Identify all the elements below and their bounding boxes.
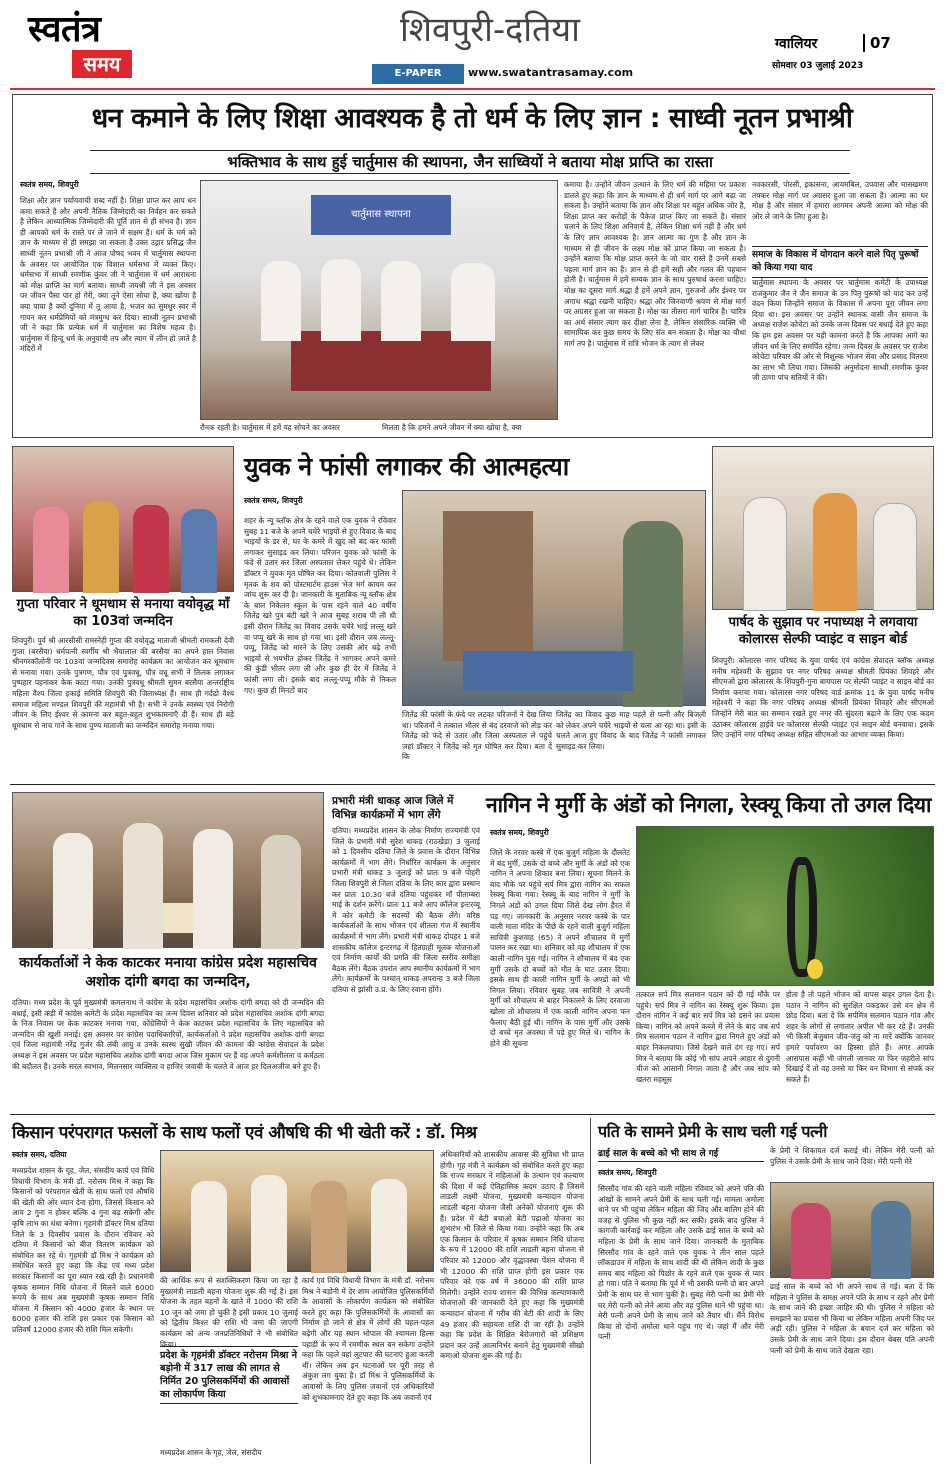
suicide-photo-stretcher	[463, 651, 633, 691]
farmers-photo-person-3	[311, 1181, 347, 1273]
farmers-col4: अधिकारियों को शासकीय आवास की सुविधा भी प्राप्त होगी। गृह मंत्री ने कार्यक्रम को संबोधित करते हुए कहा कि राज्य सरकार ने महिलाओं के उत्थान एवं कल्याण की दिशा में कई ऐतिहासिक कदम उठाए हैं जिसमें लाडली लक्ष्मी योजना, मुख्यमंत्री कन्यादान योजना लाडली बहना योजना जैसी अनेकों योजनाएं शुरू की हैं। प्रदेश में बेटी बचाओ बेटी पढ़ाओ योजना का शुभारंभ भी जिले से किया गया। उन्होंने कहा कि अब एक किसान के परिवार में कृषक सम्मान निधि योजना के रूप में 12000 की राशि लाडली बहना योजना से परिवार को 12000 और वृद्धावस्था पेंशन योजना में भी 12000 की राशि प्राप्त होगी इस प्रकार एक परिवार को एक वर्ष में 36000 की राशि प्राप्त मिलेगी। उन्होंने राज्य शासन की विभिन्न कल्याणकारी योजनाओं की जानकारी देते हुए कहा कि मुख्यमंत्री कन्यादान योजना में गरीब की बेटी की शादी के लिए 49 हजार की सहायता राशि दी जा रही है। उन्होंने कहा कि प्रदेश के शिक्षित बेरोजगारों को प्रशिक्षण प्रदान कर उन्हें आत्मनिर्भर बनाने हेतु मुख्यमंत्री सीखो कमाओ योजना शुरू की गई है।	[440, 1150, 584, 1361]
gupta-photo-person-1	[33, 507, 69, 593]
lead-photo-banner	[311, 195, 451, 235]
logo	[28, 10, 138, 82]
elope-photo	[770, 1182, 934, 1278]
farmers-col2-tail: मध्यप्रदेश शासन के गृह, जेल, संसदीय	[160, 1448, 262, 1457]
farmers-highlight: प्रदेश के गृहमंत्री डॉक्टर नरोत्तम मिश्रा ने बड़ोनी में 317 लाख की लागत से निर्मित 20 पुलिसकर्मियों की आवासों का लोकार्पण किया	[160, 1346, 298, 1404]
minister-headline: प्रभारी मंत्री धाकड़ आज जिले में विभिन्न कार्यक्रमों में भाग लेंगे	[332, 795, 454, 821]
farmers-photo-person-1	[191, 1181, 227, 1273]
congress-photo-person-4	[261, 835, 301, 949]
epaper-label: E-PAPER	[394, 68, 442, 79]
elope-col1: सिरसौद गांव की रहने वाली महिला रविवार को अपने पति की आंखों के सामने अपने प्रेमी के साथ चली गई। मामला अमोला थाने पर भी पहुंचा लेकिन महिला की जिद और बालिग होने की वजह से पुलिस भी कुछ नहीं कर सकी। इसके बाद पुलिस ने कागजी कार्रवाई कर महिला और उसके ढाई साल के बच्चे को महिला के प्रेमी के साथ जाने दिया। जानकारी के मुताबिक सिरसौद गांव के रहने वाले एक युवक ने तीन साल पहले लॉकडाउन में महिला के साथ शादी की थी लेकिन शादी के कुछ समय बाद महिला को पिछोर के रहने वाले एक युवक से प्यार हो गया। पति ने बताया कि पूर्व में भी उसकी पत्नी दो बार अपने प्रेमी के साथ घर से भाग चुकी है। सुबह मेरी पत्नी का प्रेमी मेरे घर मेरी पत्नी को लेने आया और वह पुलिस थाने भी पहुंचा था। मेरी पत्नी अपने प्रेमी के साथ जाने को तैयार थी। मैंने विरोध किया तो दोनों अमोला थाने पहुंच गए थे। जहां मैं और मेरी पत्नी	[598, 1184, 765, 1342]
lead-photo	[200, 180, 558, 420]
farmers-col1: मध्यप्रदेश शासन के गृह, जेल, संसदीय कार्य एवं विधि विधायी विभाग के मंत्री डॉ. नरोत्तम मिश्र ने कहा कि किसानों को परंपरागत खेती के साथ फलों एवं औषधि की खेती की ओर ध्यान देना होगा, जिससे किसान को आय 2 गुना न होकर बल्कि 4 गुना बढ़ सकेगी और कृषि लाभ का धंधा बनेगा। गृहमंत्री डॉक्टर मिश्र दतिया जिले के 3 दिवसीय प्रवास के दौरान रविवार को दतिया में किसानों को बीज वितरण कार्यक्रम को संबोधित कर रहे थे। गृहमंत्री डॉ मिश्र ने कार्यक्रम को संबोधित करते हुए कहा कि केंद्र एवं मध्य प्रदेश सरकार किसानों का पूरा ध्यान रख रही है। प्रधानमंत्री कृषक सम्मान निधि योजना में मिलने वाले 6000 रूपये के साथ अब मुख्यमंत्री कृषक सम्मान निधि योजना में किसान को 4000 हजार के स्थान पर 6000 हजार की राशि इस प्रकार एक किसान को प्रतिवर्ष 12000 हजार की राशि मिल सकेगी।	[12, 1166, 154, 1334]
lead-byline: स्वतंत्र समय, शिवपुरी	[20, 180, 79, 189]
lead-subhead: भक्तिभाव के साथ हुई चार्तुमास की स्थापना, जैन साध्वियों ने बताया मोक्ष प्राप्ति का रास्ता	[90, 150, 850, 174]
lead-photo-banner-text: चार्तुमास स्थापना	[351, 209, 411, 220]
snake-photo-egg	[807, 959, 823, 979]
lead-photo-figure-3	[381, 261, 421, 341]
gupta-photo-person-2	[83, 501, 119, 593]
farmers-col2: की आर्थिक रूप से सशक्तिकरण किया जा रहा है मुख्यमंत्री लाडली बहना योजना शुरू की गई है। इस योजना के तहत बहनों के खाते में 1000 की राशि 10 जून को जमा हो चुकी है इसी प्रकार 10 जुलाई को द्वितीय किश्त की राशि भी जमा की जाएगी कार्यक्रम को अन्य जनप्रतिनिधियों ने भी संबोधित किया।	[160, 1276, 298, 1349]
logo-line2-box	[72, 50, 132, 78]
farmers-photo	[160, 1150, 434, 1272]
snake-col1: जिले के नरवर कस्बे में एक बुजुर्ग महिला के दौलतेट में बंद मुर्गी, उसके दो बच्चे और मुर्गी के अंडों को एक नागिन ने अपना शिकार बना लिया। सूचना मिलने के बाद मौके पर पहुंचे सर्प मित्र द्वारा नागिन का सफल रेस्क्यू किया गया। रेस्क्यू के बाद नागिन ने मुर्गी के निगले अंडों को उगल दिया जिसे देख लोग हैरत में पड़ गए। जानकारी के अनुसार नरवर कस्बे के पार वाली माता मंदिर के पीछे के रहने वाली बुजुर्ग महिला सावित्री कुशवाह (65) ने अपने शौचालय में मुर्गी पालन कर रखा था। शनिवार को वह शौचालय में एक काली नागिन घुस गई। नागिन ने शौचालय में बंद एक मुर्गी उसके दो बच्चों को मौत के घाट उतार दिया। इसके साथ ही काली नागिन मुर्गी के अण्डों को भी निगल लिया। रविवार सुबह जब सावित्री ने अपनी मुर्गी को शौचालय से बाहर निकालने के लिए दरवाजा खोला तो शौचालय में एक काली नागिन अपना फन फैलाए बैठी हुई थी। नागिन के पास मुर्गी और उसके दो बच्चे मृत अवस्था में पड़े हुए मिले थे। नागिन के होने की सूचना	[490, 848, 630, 1048]
colaras-text: शिवपुरी। कोलारस नगर परिषद के युवा पार्षद एवं कांग्रेस सेवादल ब्लॉक अध्यक्ष मनीष महेश्वरी के सुझाव पर नगर परिषद अध्यक्ष श्रीमती प्रियंका शिवहरे और सीएमओ द्वारा कोलारस के शिवपुरी-गुना बायपास पर सेल्फी प्वाइंट व साइन बोर्ड का निर्माण कराया गया। कोलारस नगर परिषद वार्ड क्रमांक 11 के युवा पार्षद मनीष महेश्वरी ने कहा कि नगर परिषद अध्यक्ष श्रीमती प्रियंका शिवहरे और सीएमओ जिन्होंने मेरी बात का सम्मान रखते हुए नगर की सुंदरता बढ़ाने के लिए एक कदम उठाकर कोलारस हाईवे पर कोलारस सेल्फी प्वाइंट एवं साइन बोर्ड बनवाया। इसके लिए उन्होंने नगर परिषद अध्यक्ष सहित सीएमओ का आभार व्यक्त किया।	[712, 656, 934, 740]
elope-top-text: के प्रेमी ने शिकायत दर्ज कराई थी। लेकिन मेरी पत्नी को पुलिस ने उसके प्रेमी के साथ जाने दिया। मेरी पत्नी मेरे	[770, 1146, 934, 1166]
lead-col5-top: नवकारसी, पोरसी, इकासना, आयमबिल, उपवास और मासखमण तपकर मोक्ष मार्ग पर अग्रसर हुआ जा सकता है। आत्मा का घर मोक्ष है और संसार में हमारा आगमन अपनी आत्मा को मोक्ष की ओर ले जाने के लिए हुआ है।	[752, 180, 928, 221]
congress-text: दतिया। मध्य प्रदेश के पूर्व मुख्यमंत्री कमलनाथ ने कांग्रेस के प्रदेश महासचिव अशोक दांगी बगदा को दी जन्मदिन की बधाई, इसी कड़ी में कांग्रेस कमेटी के प्रदेश महासचिव का जन्म दिवस शनिवार को प्रदेश महासचिव अशोक दांगी बगदा के निज निवास पर केक काटकर मनाया गया, कोंग्रेसियों ने केक काटकर प्रदेश महासचिव के लिए महासचिव को जन्मदिन की खुशी मनाई। इस अवसर पर कांग्रेस पदाधिकारियों, कार्यकर्ताओं ने प्रदेश महासचिव अशोक दांगी बगदा एवं जिला महामंत्री नरेंद्र गुर्जर की लंबी आयु व उनके स्वस्थ सुखी जीवन की कामना की कांग्रेस सेवादल के प्रदेश अध्यक्ष ने इस अवसर पर प्रदेश महासचिव अशोक दांगी बगदा आज जिस मुकाम पर हैं वह अपने कर्मशीलता व कर्मठता की बदौलत हैं। उनके सरल स्वभाव, मिलनसार व्यक्तित्व व हाजिर जवाबी के चलते वे आज हर दिलअजीज बने हुए हैं।	[12, 998, 324, 1071]
divider-row2	[10, 784, 935, 785]
page-number: 07	[863, 34, 891, 52]
farmers-photo-person-2	[251, 1175, 287, 1273]
lead-col2-tail: रौनक रहती है। चार्तुमास में हमें यह सोचने का अवसर	[200, 423, 340, 432]
elope-byline: स्वतंत्र समय, शिवपुरी	[598, 1168, 657, 1177]
snake-byline: स्वतंत्र समय, शिवपुरी	[490, 828, 549, 837]
city-label: ग्वालियर	[775, 36, 818, 52]
masthead	[0, 0, 945, 88]
lead-box-head: समाज के विकास में योगदान करने वाले पितृ पुरूषों को किया गया याद	[752, 246, 928, 278]
elope-subhead: ढाई साल के बच्चे को भी साथ ले गई	[598, 1148, 764, 1162]
gupta-photo-person-3	[133, 505, 169, 593]
colaras-photo-person-3	[873, 503, 917, 611]
gupta-photo	[12, 446, 234, 592]
lead-col3-tail: मिलता है कि हमने अपने जीवन में क्या खोया है, क्या	[382, 423, 522, 432]
gupta-caption: गुप्ता परिवार ने धूमधाम से मनाया वयोवृद्ध माँ का 103वां जन्मदिन	[16, 597, 230, 629]
snake-col2: तत्काल सर्प मित्र सलमान पठान को दी गई मौके पर पहुंचे। सर्प मित्र ने नागिन का रेस्क्यू शुरू किया। इस दौरान नागिन ने कई बार सर्प मित्र को डसने का प्रयास किया। नागिन को अपने कब्जे में लेने के बाद जब सर्प मित्र सलमान पठान ने नागिन द्वारा निगले हुए अंडों को बाहर निकलवाया। जिसे देखने वाले दंग रह गए। सर्प मित्र ने बताया कि कोई भी सांप अपने आहार से दुगनी चीज को आसानी निगल जाता है और जब सांप को खतरा महसूस	[636, 990, 780, 1084]
congress-photo-person-3	[193, 829, 233, 949]
elope-photo-person-1	[791, 1203, 831, 1279]
suicide-headline: युवक ने फांसी लगाकर की आत्महत्या	[244, 452, 569, 481]
farmers-col3: कार्य एवं विधि विधायी विभाग के मंत्री डॉ. नरोत्तम मिश्र ने बड़ोनी में देर शाम आयोजित पुलिसकर्मियों के आवासों के लोकार्पण कार्यक्रम को संबोधित करते हुए कहा कि पुलिसकर्मियों के आवासों का निर्माण हो जाने से क्षेत्र में लोगों की चहल-पहल बढ़ेगी और यह स्थान भोपाल की श्यामला हिल्स पहाड़ी के रूप में रमणीक स्थल बन सकेगा उन्होंने कहा कि पहले यहां लूटपाट की घटनाएं हुआ करती थी। लेकिन अब इन घटनाओं पर पूरी तरह से अंकुश लग चुका है। डॉ मिश्र ने पुलिसकर्मियों के आवासों के लिए पुलिस जवानों एवं अधिकारियों को शुभकामनाएं देते हुए कहा कि अब जवानों एवं	[302, 1276, 434, 1402]
section-title: शिवपुरी-दतिया	[400, 10, 580, 50]
suicide-col1: शहर के न्यू ब्लॉक क्षेत्र के रहने वाले एक युवक ने रविवार सुबह 11 बजे के अपने चचेरे भाइयों से हुए विवाद के बाद भाइयों के डर से, घर के कमरे में खुद को बंद कर फांसी लगाकर सुसाइड कर लिया। परिजन युवक को फांसी के फंदे से उतार कर जिला अस्पताल लेकर पहुंचे थे। लेकिन डॉक्टर ने युवक मृत घोषित कर दिया। कोतवाली पुलिस ने मृतक के शव को पोस्टमार्टम हाउस भेज मर्ग कायम कर जांच शुरू कर दी है। जानकारी के मुताबिक न्यू ब्लॉक क्षेत्र के बाल निकेतन स्कूल के पास रहने वाले 40 वर्षीय जितेंद्र खरे पुत्र बंटी खरे ने आज सुबह शराब पी ली थी इसी दौरान जितेंद्र का विवाद उसके चचेरे भाई लल्लू खरे वा पप्पू खरे के साथ हो गया था। इसी दौरान जब लल्लू-पप्पू, जितेंद्र को मारने के लिए उसकी ओर बढ़े तभी भाइयों से भयभीत होकर जितेंद्र ने भागकर अपने कमरे की कुंडी भीतर लगा ली और कुछ ही देर में जितेंद्र ने फांसी लगा ली। इसके बाद लल्लू-पप्पू मौके से निकल गए। कुछ ही मिनटों बाद	[244, 516, 396, 695]
gupta-text: शिवपुरी। पुर्व श्री आरसीसी रामस्नेही गुप्ता की वयोवृद्ध माताजी श्रीमती रामकली देवी गुप्ता (बरसैया) धर्मपत्नी स्वर्गीय श्री भैयालाल की बरसैया का अपने हाल निवास श्रीनगरकॉलोनी पर 103वां जन्मदिवस समारोह कार्यक्रम का आयोजन कर धूमधाम से मनाया गया। उनके पुत्रगण, पौत्र एवं पुत्रवधू, पौत्र वधू सभी ने तिलक लगाकर पुष्पहार पहनाकर केक काटा गया। उनकी पुत्रवधू श्रीमती सुमन बरसैया अन्तर्राष्ट्रीय महिला वैश्य जिला इकाई समिति शिवपुरी की जिलाध्यक्ष हैं। साथ ही गर्दढो वैश्य समाज महिला मण्डल शिवपुरी की महामंत्री भी है। सभी ने उनके स्वस्थ्य एवं निरोगी जीवन के लिए ईश्वर से कामना कर बहुत-बहुत शुभकामनाएँ दी हैं। साथ ही बड़े धूमधाम से नाच गाने के साथ पुण्य माताजी का जन्मदिन समारोह मनाया गया।	[12, 636, 234, 730]
colaras-photo-person-1	[743, 497, 787, 611]
suicide-photo-door	[443, 511, 533, 661]
divider-row3	[10, 1114, 935, 1115]
suicide-col2: जितेंद्र की फांसी के फंदे पर लटका परिजनों ने देख लिया था। परिजनों ने तत्काल भीतर से बंद दरवाजे को तोड़ कर जितेंद्र को फंदे से उतार और जिला अस्पताल ले पहुंचे जहां डॉक्टर ने जितेंद्र को मृत घोषित कर दिया। बता दें कि	[402, 710, 552, 762]
lead-photo-figure-1	[261, 261, 301, 341]
colaras-photo	[712, 446, 934, 610]
epaper-badge	[372, 64, 464, 84]
minister-text: दतिया। मध्यप्रदेश शासन के लोक निर्माण राज्यमंत्री एवं जिले के प्रभारी मंत्री सुरेश धाकड़ (राठखेड़ा) 3 जुलाई को 1 दिवसीय दतिया जिले के प्रवास के दौरान विभिन्न कार्यक्रमों में भाग लेंगे। निर्धारित कार्यक्रम के अनुसार प्रभारी मंत्री धाकड़ 3 जुलाई को प्रातः 9 बजे पोहरी जिला शिवपुरी से जिला दतिया के लिए कार द्वारा प्रस्थान कर प्रातः 10.30 बजे दतिया पहुंचकर माँ पीताम्बरा माई के दर्शन करेंगे। प्रातः 11 बजे आप कॉलेज इन्टरव्यू में कोर कमेटी के सदस्यों की बैठक लेंगे। वरिष्ठ कार्यकर्ताओं के साथ भोजन एवं शीतला गंज में स्थानीय कार्यक्रमों में भाग लेंगे। प्रभारी मंत्री धाकड़ दोपहर 1 बजे शासकीय कॉलेज इन्टरगढ़ में हितग्राही मूलक योजनाओं एवं निर्माण कार्यों की प्रगति की जिला स्तरीय समीक्षा बैठक लेंगे। बैठक उपरांत आप स्थानीय कार्यक्रमों में भाग लेंगे। कार्यक्रमों के पश्चात् धाकड़ अपरान्ह 3 बजे जिला दतिया से झांसी उ.प्र. के लिए रवाना होंगे।	[332, 826, 480, 994]
congress-caption: कार्यकर्ताओं ने केक काटकर मनाया कांग्रेस प्रदेश महासचिव अशोक दांगी बगदा का जन्मदिन,	[19, 955, 317, 990]
elope-col2: ढाई साल के बच्चे को भी अपने साथ ले गई। बता दें कि महिला ने पुलिस के समक्ष अपने पति के साथ न रहने और प्रेमी के साथ जाने की इच्छा जाहिर की थी। पुलिस ने महिला को समझाने का प्रयास भी किया था लेकिन महिला अपनी जिद पर अड़ी रही। पुलिस ने महिला के बयान दर्ज कर महिला को उसके प्रेमी के साथ जाने दिया। इस दौरान बेबस पति अपनी पत्नी को प्रेमी के साथ जाते देखता रहा।	[770, 1282, 934, 1355]
lead-col4: कमाया है। उन्होंने जीवन उत्थान के लिए धर्म की महिमा पर प्रकाश डालते हुए कहा कि ज्ञान के माध्यम से ही धर्म मार्ग पर आगे बढ़ा जा सकता है। उन्होंने बताया कि ज्ञान और शिक्षा पर बहुत अधिक जोर है, शिक्षा प्राप्त कर करोड़ों के पैकेज प्राप्त किए जा सकते है। संसार चलाने के लिए शिक्षा अनिवार्य है, लेकिन शिक्षा धर्म नहीं है और धर्म के लिए ज्ञान आवश्यक है। ज्ञान आत्मा का गुण है और ज्ञान के माध्यम से ही जीवन के लक्ष्य मोक्ष को प्राप्त किया जा सकता है। उन्होंने बताया कि मोक्ष प्राप्त करने के जो चार रास्ते है उनमें सबसे पहला मार्ग ज्ञान का है। ज्ञान से ही हमें सही और गलत की पहचान होती है। चार्तुमास में हमें सम्यक ज्ञान के साथ पुरुषार्थ करना चाहिए। मोक्ष का दूसरा मार्ग श्रद्धा है हमें अपने ज्ञान, गुरुजनों और ईश्वर पर अगाध श्रद्धा रखनी चाहिए। श्रद्धा और जिनवाणी श्रवण से मोक्ष मार्ग पर अग्रसर हुआ जा सकता है। मोक्ष का तीसरा मार्ग चारित्र है। चारित्र का अर्थ संसार त्याग कर दीक्षा लेना है, लेकिन संसारिक व्यक्ति भी सामायिक कर कुछ समय के लिए संत बन सकता है। मोक्ष का चौथा मार्ग तप है। चार्तुमास में रात्रि भोजन के त्याग से लेकर	[564, 180, 746, 348]
snake-col3: होता है तो पहले भोजन को वापस बाहर उगल देता है। पठान ने नागिन को सुरक्षित पकड़कर उसे वन क्षेत्र में छोड़ दिया। बता दें कि सर्पमित्र सलमान पठान गांव और शहर के लोगों से लगातार अपील भी कर रहे हैं। उनकी भी किसी बेजुबान जीव-जंतु को ना मारें क्योंकि जानवर हमारे पर्यावरण का हिस्सा होते हैं। अगर आपके आसपास कहीं भी जंगली जानवर या फिर जहरीले सांप दिखाई दें तो वह उनसे या फिर वन विभाग से संपर्क कर सकते हैं।	[786, 990, 934, 1084]
farmers-headline: किसान परंपरागत फसलों के साथ फलों एवं औषधि की भी खेती करें : डॉ. मिश्र	[12, 1123, 477, 1143]
elope-headline: पति के सामने प्रेमी के साथ चली गई पत्नी	[598, 1122, 827, 1141]
website[interactable]: www.swatantrasamay.com	[468, 66, 634, 79]
elope-photo-person-2	[871, 1201, 911, 1279]
lead-photo-figure-2	[321, 259, 361, 341]
date-line: सोमवार 03 जुलाई 2023	[772, 61, 864, 71]
lead-col5-bottom: चार्तुमास स्थापना के अवसर पर चार्तुमास कमेटी के उपाध्यक्ष राजकुमार जैन ने जैन समाज के उन पितृ पुरूषों को याद कर उन्हें वंदन किया जिन्होंने समाज के विकास में अपना पूरा जीवन लगा दिया था। इस अवसर पर उन्होंने स्थानक वासी जैन समाज के अध्यक्ष राजेश कोचेटा को उनके जन्म दिवस पर बधाई देते हुए कहा कि हम इस अवसर पर यही कामना करते है कि आपका आगे का जीवन धर्म के लिए समर्पित रहेगा। जन्म दिवस के अवसर पर राजेश कोचेटा परिवार की ओर से निशुल्क भोजन सेवा और प्रसाद वितरण का लाभ भी लिया गया। जिसकी अनुमोदना साध्वी रमणीक कुंवर जी ठाणा पांच सतियों ने की।	[752, 278, 928, 383]
suicide-col3: जितेंद्र का विवाद कुछ माह पहले से पत्नी और बिजली को लेकर अपने चचेरे भाइयों से चला आ रहा था। इसी के चलते आज हुए विवाद के बाद जितेंद्र ने फांसी लगाकर सुसाइड कर लिया।	[556, 710, 706, 751]
masthead-rule	[10, 88, 935, 90]
gupta-photo-person-4	[181, 509, 217, 593]
colaras-photo-person-2	[813, 493, 857, 611]
logo-line1: स्वतंत्र	[28, 9, 101, 50]
lead-photo-figure-4	[451, 263, 495, 341]
snake-headline: नागिन ने मुर्गी के अंडों को निगला, रेस्क्यू किया तो उगल दिया	[486, 793, 931, 817]
congress-photo-person-2	[123, 823, 163, 949]
suicide-byline: स्वतंत्र समय, शिवपुरी	[244, 496, 303, 505]
logo-line2: समय	[83, 52, 121, 76]
congress-photo	[12, 792, 324, 948]
lead-headline: धन कमाने के लिए शिक्षा आवश्यक है तो धर्म के लिए ज्ञान : साध्वी नूतन प्रभाश्री	[91, 103, 853, 134]
farmers-byline: स्वतंत्र समय, दतिया	[12, 1150, 67, 1159]
lead-col1: शिक्षा और ज्ञान पर्यायवाची शब्द नहीं है। शिक्षा प्राप्त कर आप धन कमा सकते है और अपनी नैतिक जिम्मेदारी का निर्वहन कर सकते है लेकिन आध्यात्मिक जिम्मेदारी की पूर्ति ज्ञान से ही संभव है। ज्ञान ही आपको धर्म के रास्ते पर ले जाने में सक्षम है। धर्म के मर्म को ज्ञान के माध्यम से ही समझा जा सकता है उक्त उद्गार प्रसिद्ध जैन साध्वी नूतन प्रभाश्री जी ने आज पोषद भवन में चार्तुमास स्थापना के अवसर पर आयोजित एक विशाल धर्मसभा में व्यक्त किए। धर्मसभा में साध्वी रमणीक कुंवर जी ने चार्तुमास में धर्म आराधना को मोक्ष प्राप्ति का मार्ग बताया। साध्वी जयश्री जी ने इस अवसर पर जीवन पैसा पार हो गेरी, क्या तूने ऐसा सोचा है, क्या खोया है क्या पाया है क्यों दुनिया में तू आया है, भजन का सुमधुर स्वर में गायन कर धर्मप्रेमियों को मंत्रमुग्ध कर दिया। साध्वी नूतन प्रभाश्री जी ने कहा कि प्रत्येक धर्म में चार्तुमास का विशेष महत्व है। चार्तुमास में हिन्दू धर्म के अनुयायी तप और त्याग में लीन हो जाते है मंदिरों में	[20, 196, 196, 354]
snake-photo	[636, 826, 934, 986]
suicide-photo	[402, 490, 706, 706]
congress-photo-person-1	[53, 833, 93, 949]
colaras-caption: पार्षद के सुझाव पर नपाध्यक्ष ने लगवाया कोलारस सेल्फी प्वाइंट व साइन बोर्ड	[728, 615, 918, 647]
farmers-photo-person-4	[371, 1179, 407, 1273]
